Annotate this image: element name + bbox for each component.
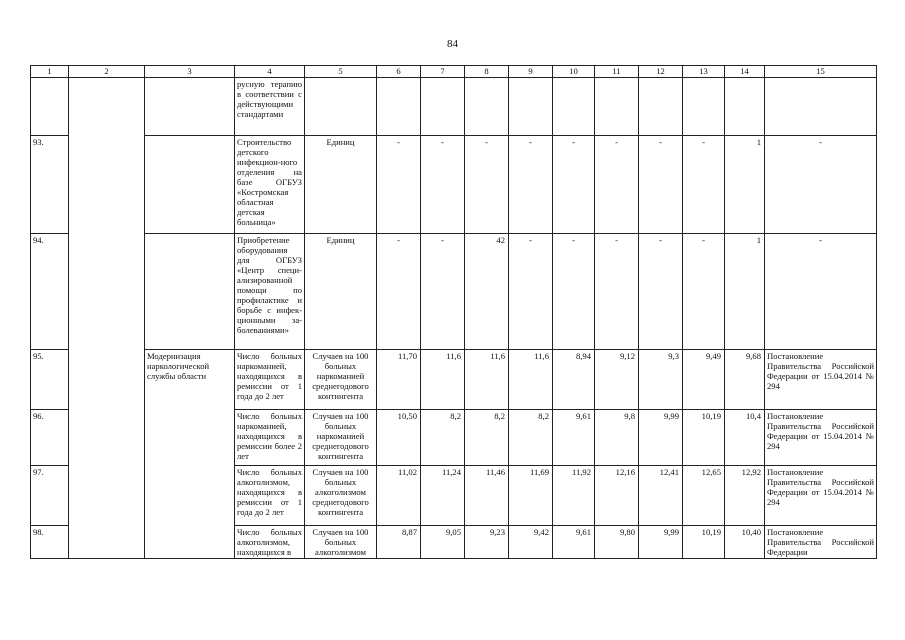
source-cell: Постановление Правительства Российской Федерации от 15.04.2014 № 294 bbox=[765, 466, 877, 526]
value-cell: - bbox=[683, 234, 725, 350]
value-cell: - bbox=[639, 234, 683, 350]
column-header: 8 bbox=[465, 66, 509, 78]
indicator-cell: Число больных наркоманией, находящихся в ремиссии от 1 года до 2 лет bbox=[235, 350, 305, 410]
column-header: 5 bbox=[305, 66, 377, 78]
value-cell: - bbox=[553, 234, 595, 350]
value-cell: 10,40 bbox=[725, 526, 765, 559]
row-number-cell: 98. bbox=[31, 526, 69, 559]
program-cell bbox=[145, 78, 235, 136]
indicator-cell: русную терапию в соответствии с действующими стандартами bbox=[235, 78, 305, 136]
value-cell bbox=[377, 78, 421, 136]
value-cell: 11,02 bbox=[377, 466, 421, 526]
indicator-cell: Число больных наркоманией, находящихся в ремиссии более 2 лет bbox=[235, 410, 305, 466]
value-cell: 1 bbox=[725, 136, 765, 234]
value-cell: - bbox=[553, 136, 595, 234]
value-cell bbox=[509, 78, 553, 136]
value-cell: 9,23 bbox=[465, 526, 509, 559]
value-cell: - bbox=[377, 234, 421, 350]
value-cell: 11,6 bbox=[421, 350, 465, 410]
value-cell: - bbox=[595, 136, 639, 234]
source-cell: Постановление Правительства Российской Федерации от 15.04.2014 № 294 bbox=[765, 350, 877, 410]
value-cell: 9,99 bbox=[639, 410, 683, 466]
unit-cell: Единиц bbox=[305, 234, 377, 350]
column-header: 12 bbox=[639, 66, 683, 78]
value-cell: - bbox=[421, 136, 465, 234]
value-cell: 11,6 bbox=[465, 350, 509, 410]
unit-cell: Случаев на 100 больных наркоманией среднегодового контингента bbox=[305, 410, 377, 466]
program-cell bbox=[145, 136, 235, 234]
value-cell: 10,19 bbox=[683, 410, 725, 466]
value-cell: 8,2 bbox=[509, 410, 553, 466]
unit-cell: Единиц bbox=[305, 136, 377, 234]
value-cell bbox=[553, 78, 595, 136]
value-cell bbox=[465, 78, 509, 136]
source-cell: - bbox=[765, 136, 877, 234]
program-cell: Модернизация наркологической службы области bbox=[145, 350, 235, 559]
value-cell: 8,2 bbox=[465, 410, 509, 466]
value-cell: 9,3 bbox=[639, 350, 683, 410]
column-header: 15 bbox=[765, 66, 877, 78]
value-cell bbox=[639, 78, 683, 136]
table-row bbox=[31, 350, 877, 410]
source-cell: Постановление Правительства Российской Федерации bbox=[765, 526, 877, 559]
value-cell: 9,68 bbox=[725, 350, 765, 410]
column-header: 11 bbox=[595, 66, 639, 78]
value-cell: 10,19 bbox=[683, 526, 725, 559]
row-number-cell: 94. bbox=[31, 234, 69, 350]
source-cell: Постановление Правительства Российской Федерации от 15.04.2014 № 294 bbox=[765, 410, 877, 466]
column-header: 13 bbox=[683, 66, 725, 78]
column-header: 3 bbox=[145, 66, 235, 78]
page-number: 84 bbox=[447, 38, 458, 50]
row-number-cell: 96. bbox=[31, 410, 69, 466]
value-cell: - bbox=[639, 136, 683, 234]
value-cell: - bbox=[465, 136, 509, 234]
value-cell bbox=[725, 78, 765, 136]
value-cell bbox=[683, 78, 725, 136]
value-cell: 9,80 bbox=[595, 526, 639, 559]
value-cell: 12,92 bbox=[725, 466, 765, 526]
value-cell: 9,42 bbox=[509, 526, 553, 559]
indicator-cell: Строительство детского инфекцион-ного отделения на базе ОГБУЗ «Костромская областная детская больница» bbox=[235, 136, 305, 234]
value-cell: 11,92 bbox=[553, 466, 595, 526]
header-row bbox=[31, 66, 877, 78]
indicator-cell: Приобретение оборудования для ОГБУЗ «Центр специ-ализированной помощи по профилактике и борьбе с инфек-ционными за-болеваниями» bbox=[235, 234, 305, 350]
value-cell: 9,49 bbox=[683, 350, 725, 410]
value-cell: 1 bbox=[725, 234, 765, 350]
column-header: 14 bbox=[725, 66, 765, 78]
row-number-cell: 95. bbox=[31, 350, 69, 410]
value-cell: - bbox=[683, 136, 725, 234]
value-cell: 42 bbox=[465, 234, 509, 350]
value-cell: 12,65 bbox=[683, 466, 725, 526]
value-cell: 9,12 bbox=[595, 350, 639, 410]
value-cell: 11,6 bbox=[509, 350, 553, 410]
column-header: 2 bbox=[69, 66, 145, 78]
value-cell: 12,41 bbox=[639, 466, 683, 526]
value-cell: 8,2 bbox=[421, 410, 465, 466]
unit-cell: Случаев на 100 больных алкоголизмом среднегодового контингента bbox=[305, 466, 377, 526]
data-table bbox=[30, 65, 877, 559]
row-number-cell: 93. bbox=[31, 136, 69, 234]
program-cell bbox=[145, 234, 235, 350]
column-header: 1 bbox=[31, 66, 69, 78]
value-cell: 10,50 bbox=[377, 410, 421, 466]
indicator-cell: Число больных алкоголизмом, находящихся в ремиссии от 1 года до 2 лет bbox=[235, 466, 305, 526]
value-cell: 8,94 bbox=[553, 350, 595, 410]
source-cell bbox=[765, 78, 877, 136]
source-cell: - bbox=[765, 234, 877, 350]
row-number-cell bbox=[31, 78, 69, 136]
value-cell: 11,24 bbox=[421, 466, 465, 526]
value-cell: - bbox=[509, 136, 553, 234]
unit-cell bbox=[305, 78, 377, 136]
table-row bbox=[31, 78, 877, 136]
value-cell: 8,87 bbox=[377, 526, 421, 559]
unit-cell: Случаев на 100 больных наркоманией среднегодового контингента bbox=[305, 350, 377, 410]
value-cell: - bbox=[509, 234, 553, 350]
value-cell bbox=[595, 78, 639, 136]
value-cell: 9,99 bbox=[639, 526, 683, 559]
value-cell: 10,4 bbox=[725, 410, 765, 466]
value-cell: 12,16 bbox=[595, 466, 639, 526]
value-cell: 9,61 bbox=[553, 526, 595, 559]
value-cell bbox=[421, 78, 465, 136]
unit-cell: Случаев на 100 больных алкоголизмом bbox=[305, 526, 377, 559]
value-cell: 9,05 bbox=[421, 526, 465, 559]
table-row bbox=[31, 136, 877, 234]
value-cell: - bbox=[421, 234, 465, 350]
value-cell: 11,46 bbox=[465, 466, 509, 526]
column-header: 4 bbox=[235, 66, 305, 78]
row-number-cell: 97. bbox=[31, 466, 69, 526]
column-header: 10 bbox=[553, 66, 595, 78]
column-header: 9 bbox=[509, 66, 553, 78]
table-row bbox=[31, 234, 877, 350]
value-cell: 11,70 bbox=[377, 350, 421, 410]
value-cell: 9,8 bbox=[595, 410, 639, 466]
column-header: 6 bbox=[377, 66, 421, 78]
column-header: 7 bbox=[421, 66, 465, 78]
value-cell: - bbox=[595, 234, 639, 350]
column-2-cell bbox=[69, 78, 145, 559]
indicator-cell: Число больных алкоголизмом, находящихся в bbox=[235, 526, 305, 559]
value-cell: 11,69 bbox=[509, 466, 553, 526]
value-cell: - bbox=[377, 136, 421, 234]
value-cell: 9,61 bbox=[553, 410, 595, 466]
